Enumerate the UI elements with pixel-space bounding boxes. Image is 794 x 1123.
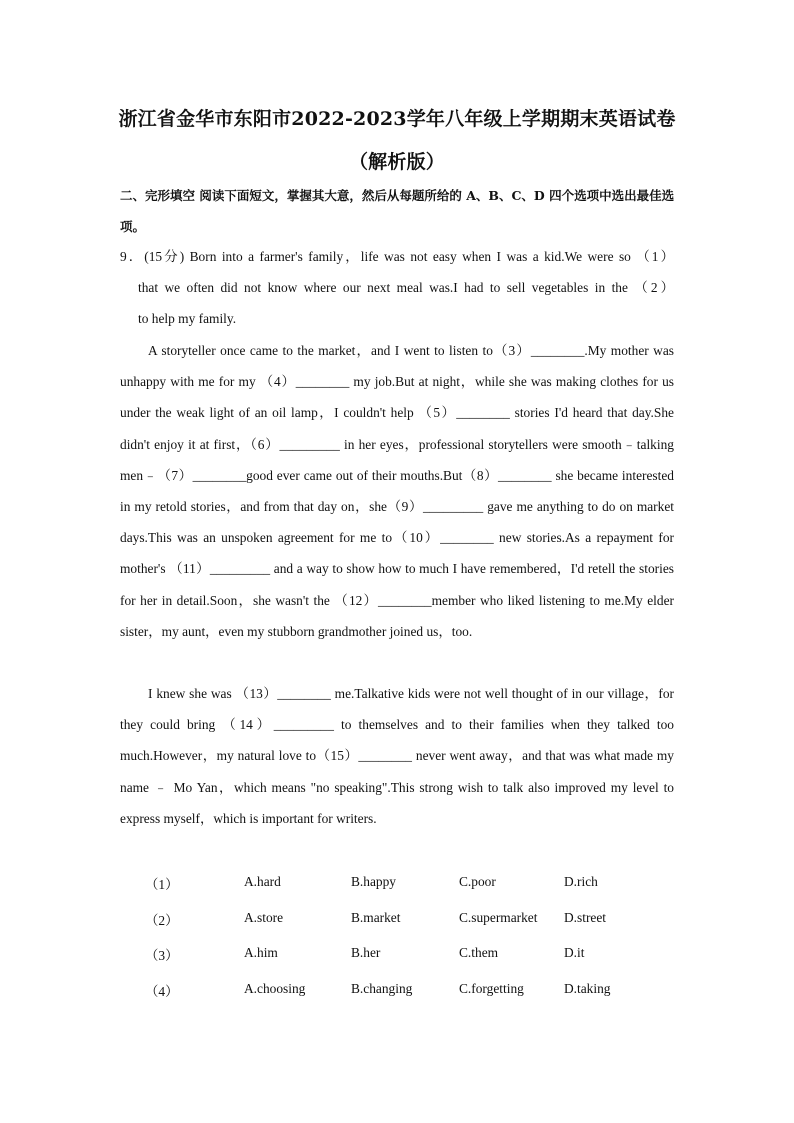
exam-title: 浙江省金华市东阳市2022-2023学年八年级上学期期末英语试卷: [118, 108, 676, 130]
exam-subtitle: （解析版）: [348, 151, 445, 173]
option-row: [145, 973, 665, 1009]
passage-paragraph-3: I knew she was （13）________ me.Talkative kids were not well thought of in our village，for they could bring （14）_________ to themselves and to their families when they talked too much.However，my natural love to（15）________ never went away，and that was what made my name ﹣ Mo Yan，which means "no speaking".This strong wish to talk also improved my level to express myself，which is important for writers.: [120, 686, 674, 826]
option-row: [145, 937, 665, 973]
option-d: D.street: [564, 909, 607, 925]
option-c: C.them: [459, 945, 499, 960]
question-line-3: to help my family.: [138, 311, 237, 327]
option-c: C.supermarket: [459, 909, 538, 925]
option-number: （1）: [145, 877, 179, 892]
option-b: B.market: [351, 909, 401, 925]
passage-paragraph-2: A storyteller once came to the market，and I went to listen to（3）________.My mother was unhappy with me for my （4）________ my job.But at night，while she was making clothes for us under the weak light of an oil lamp，I couldn't help （5）________ stories I'd heard that day.She didn't enjoy it at first，（6）_________ in her eyes，professional storytellers were smooth﹣talking men﹣（7）________good ever came out of their mouths.But（8）________ she became interested in my retold stories，and from that day on，she（9）_________ gave me anything to do on market days.This was an unspoken agreement for me to（10）________ new stories.As a repayment for mother's （11）_________ and a way to show how to much I have remembered，I'd retell the stories for her in detail.Soon，she wasn't the （12）________member who liked listening to me.My elder sister，my aunt，even my stubborn grandmother joined us，too.: [120, 343, 674, 639]
options-table: [145, 866, 665, 1008]
option-number: （4）: [145, 983, 179, 999]
option-d: D.rich: [564, 874, 598, 889]
option-b: B.happy: [351, 874, 397, 889]
section-heading: 二、完形填空 阅读下面短文，掌握其大意，然后从每题所给的 A、B、C、D 四个选项中选出最佳选项。: [120, 188, 675, 234]
option-b: B.changing: [351, 980, 413, 996]
question-line-1: 9．(15分) Born into a farmer's family，life was not easy when I was a kid.We were so （1）: [120, 249, 674, 264]
question-line-2: that we often did not know where our next meal was.I had to sell vegetables in the （2）: [138, 280, 674, 296]
option-b: B.her: [351, 945, 381, 960]
option-number: （3）: [145, 948, 179, 963]
option-number: （2）: [145, 912, 179, 928]
option-a: A.store: [244, 909, 284, 925]
option-row: [145, 902, 665, 938]
option-d: D.it: [564, 945, 585, 960]
option-c: C.poor: [459, 874, 496, 889]
option-a: A.hard: [244, 874, 281, 889]
option-a: A.him: [244, 945, 278, 960]
option-d: D.taking: [564, 980, 611, 996]
option-row: [145, 866, 665, 902]
option-a: A.choosing: [244, 980, 306, 996]
option-c: C.forgetting: [459, 980, 524, 996]
question-9-intro: [120, 241, 674, 335]
